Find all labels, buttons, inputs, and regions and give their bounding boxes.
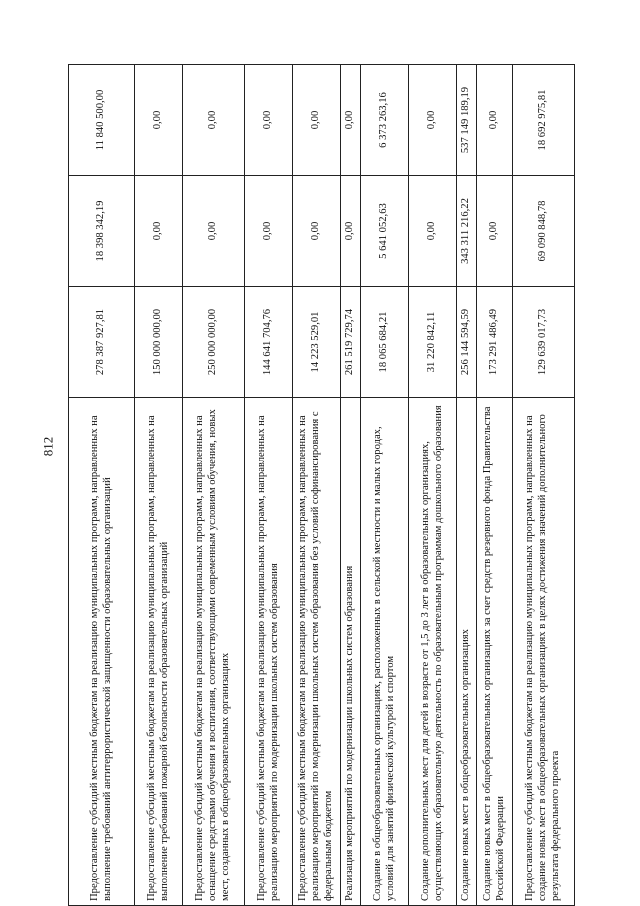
row-value-2: 0,00: [477, 176, 513, 287]
row-name: Предоставление субсидий местным бюджетам на реализацию муниципальных программ, направленных на выполнение требований пожарной безопасности образовательных организаций: [135, 398, 183, 906]
row-name: Предоставление субсидий местным бюджетам на реализацию муниципальных программ, направленных на создание новых мест в общеобразовательных организациях в целях достижения значений дополнительного результата федерального проекта: [513, 398, 575, 906]
row-value-2: 18 398 342,19: [69, 176, 135, 287]
table-row: [409, 65, 457, 906]
row-value-2: 0,00: [245, 176, 293, 287]
row-value-1: 173 291 486,49: [477, 287, 513, 398]
row-value-3: 0,00: [135, 65, 183, 176]
row-value-2: 343 311 216,22: [457, 176, 477, 287]
table-row: [361, 65, 409, 906]
table-row: [183, 65, 245, 906]
row-value-1: 31 220 842,11: [409, 287, 457, 398]
row-value-1: 150 000 000,00: [135, 287, 183, 398]
row-value-1: 144 641 704,76: [245, 287, 293, 398]
row-value-3: 11 840 500,00: [69, 65, 135, 176]
row-value-3: 18 692 975,81: [513, 65, 575, 176]
table-row: [293, 65, 341, 906]
row-value-2: 5 641 052,63: [361, 176, 409, 287]
row-name: Предоставление субсидий местным бюджетам на реализацию муниципальных программ, направленных на реализацию мероприятий по модернизации школьных систем образования: [245, 398, 293, 906]
table-row: [513, 65, 575, 906]
row-name: Предоставление субсидий местным бюджетам на реализацию муниципальных программ, направленных на выполнение требований антитеррористической защищенности образовательных организаций: [69, 398, 135, 906]
row-value-1: 278 387 927,81: [69, 287, 135, 398]
table-row: [245, 65, 293, 906]
row-value-1: 261 519 729,74: [341, 287, 361, 398]
row-name: Предоставление субсидий местным бюджетам на реализацию муниципальных программ, направленных на реализацию мероприятий по модернизации школьных систем образования без условий софинансирования с федеральным бюджетом: [293, 398, 341, 906]
table-row: [135, 65, 183, 906]
row-value-3: 0,00: [409, 65, 457, 176]
row-value-1: 250 000 000,00: [183, 287, 245, 398]
row-value-2: 0,00: [135, 176, 183, 287]
row-value-3: 0,00: [293, 65, 341, 176]
row-value-1: 14 223 529,01: [293, 287, 341, 398]
row-value-1: 129 639 017,73: [513, 287, 575, 398]
row-name: Создание новых мест в общеобразовательных организациях за счет средств резервного фонда Правительства Российской Федерации: [477, 398, 513, 906]
row-value-2: 0,00: [341, 176, 361, 287]
row-value-3: 0,00: [245, 65, 293, 176]
table-row: [341, 65, 361, 906]
row-value-1: 18 065 684,21: [361, 287, 409, 398]
row-value-3: 0,00: [183, 65, 245, 176]
row-value-2: 0,00: [409, 176, 457, 287]
row-value-3: 6 373 263,16: [361, 65, 409, 176]
row-value-3: 537 149 189,19: [457, 65, 477, 176]
row-name: Реализация мероприятий по модернизации школьных систем образования: [341, 398, 361, 906]
row-name: Создание дополнительных мест для детей в возрасте от 1,5 до 3 лет в образовательных организациях, осуществляющих образовательную деятельность по образовательным программам дошкольного образования: [409, 398, 457, 906]
table-row: [457, 65, 477, 906]
page-number: 812: [40, 436, 56, 457]
row-name: Создание новых мест в общеобразовательных организациях: [457, 398, 477, 906]
row-value-2: 0,00: [183, 176, 245, 287]
budget-table: [68, 64, 575, 906]
row-value-3: 0,00: [477, 65, 513, 176]
row-name: Предоставление субсидий местным бюджетам на реализацию муниципальных программ, направленных на оснащение средствами обучения и воспитания, соответствующими современным условиям обучения, новых мест, созданных в общеобразовательных организациях: [183, 398, 245, 906]
row-name: Создание в общеобразовательных организациях, расположенных в сельской местности и малых городах, условий для занятий физической культурой и спортом: [361, 398, 409, 906]
table-row: [69, 65, 135, 906]
row-value-1: 256 144 594,59: [457, 287, 477, 398]
row-value-2: 69 090 848,78: [513, 176, 575, 287]
table-row: [477, 65, 513, 906]
table-frame: [68, 64, 574, 906]
row-value-3: 0,00: [341, 65, 361, 176]
row-value-2: 0,00: [293, 176, 341, 287]
